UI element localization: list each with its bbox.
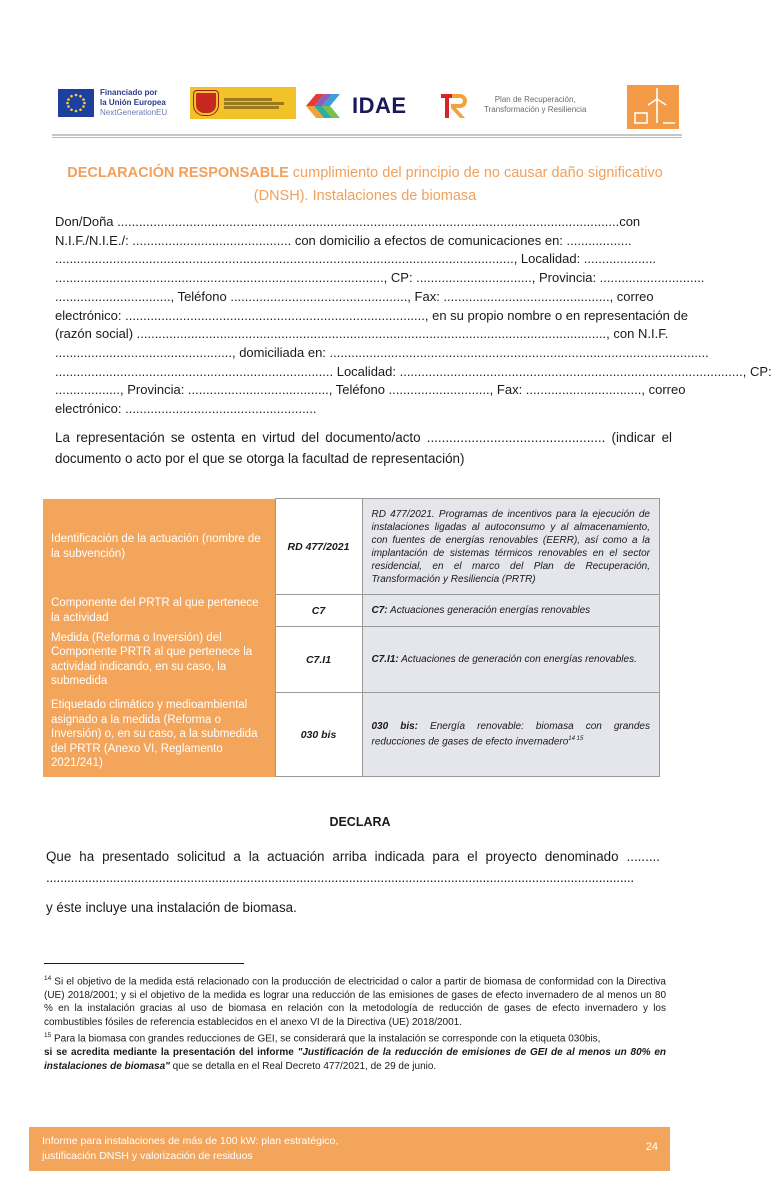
eu-text-line2: la Unión Europea: [100, 98, 166, 107]
footnote-text: Si el objetivo de la medida está relacionado con la producción de electricidad o calor a partir de biomasa de conformidad con la Directiva (UE) 2018/2001; y si el objetivo de la medida es lograr una reducción de las emisiones de gases de efecto invernadero de al menos un 80 % en la instalación gracias al uso de biomasa en relación con la metodología de reducción de gases de efecto invernadero y los combustibles fósiles de referencia establecidos en el anexo VI de la Directiva (UE) 2018/2001.: [44, 976, 666, 1028]
footnote-bold-text: si se acredita mediante la presentación del informe: [44, 1047, 298, 1059]
row-description: [362, 595, 660, 627]
idae-logo: [302, 89, 407, 123]
footnote-divider: [44, 963, 244, 964]
form-line-company-contact[interactable]: .................., Provincia: ......................................., Teléfono ............................, Fax: ................................, correo: [55, 382, 686, 398]
spain-government-logo: [190, 87, 296, 119]
footnote-text: que se detalla en el Real Decreto 477/2021, de 29 de junio.: [169, 1060, 437, 1072]
form-line-email[interactable]: electrónico: ..................................................................................., en su propio nombre o en representación de: [55, 307, 688, 323]
row-label: Componente del PRTR al que pertenece la actividad: [43, 595, 275, 627]
row-description-code: 030 bis:: [371, 721, 419, 733]
form-line-name[interactable]: Don/Doña ...........................................................................................................................................con: [55, 214, 641, 229]
declara-paragraph: [46, 846, 660, 918]
eu-flag-icon: [58, 89, 94, 117]
form-line-nif[interactable]: N.I.F./N.I.E./: ............................................ con domicilio a efectos de comunicaciones en: ..................: [55, 232, 632, 248]
footnote-report-title: "Justificación de la reducción de emisiones de GEI de al menos un 80% en instalaciones de biomasa": [44, 1047, 666, 1072]
row-description-text: Energía renovable: biomasa con grandes reducciones de gases de efecto invernadero: [371, 721, 650, 748]
page-header: [0, 0, 720, 140]
prtr-text-line2: Transformación y Resiliencia: [484, 105, 587, 114]
declara-heading: DECLARA: [329, 815, 391, 829]
table-row: [43, 595, 660, 627]
form-line-company-email[interactable]: electrónico: .....................................................: [55, 401, 317, 417]
footnote-number: 14: [44, 975, 52, 982]
eu-funding-logo: [58, 88, 167, 118]
document-title: [60, 162, 670, 208]
footer-line2: justificación DNSH y valorización de residuos: [42, 1150, 253, 1162]
form-line-cp[interactable]: ..........................................................................................., CP: ................................, Provincia: .............................: [55, 270, 705, 286]
project-name-field[interactable]: .......................................................................................................................................................................: [46, 870, 634, 885]
form-line-phone[interactable]: ................................, Teléfono ................................................., Fax: .............................................., correo: [55, 288, 654, 304]
idae-wordmark: IDAE: [352, 93, 407, 118]
row-description: [362, 627, 660, 693]
form-line-company-address[interactable]: ................................................., domiciliada en: .........................................................................................................: [55, 344, 709, 360]
prtr-mark-icon: [440, 90, 470, 120]
page-footer: [29, 1127, 670, 1171]
row-description-text: Actuaciones generación energías renovables: [387, 605, 591, 616]
form-line-company-locality[interactable]: ............................................................................. Localidad: ..............................................................................................., CP:: [55, 363, 772, 379]
footnote-reference[interactable]: 14 15: [568, 736, 584, 743]
form-line-company[interactable]: (razón social) .................................................................................................................................., con N.I.F.: [55, 326, 669, 342]
action-identification-table: [43, 498, 660, 777]
declarant-form: [55, 213, 772, 419]
footer-line1: Informe para instalaciones de más de 100 kW: plan estratégico,: [42, 1135, 339, 1147]
wind-turbine-logo-icon: [627, 85, 679, 129]
title-line2: (DNSH). Instalaciones de biomasa: [253, 188, 477, 204]
footnote-14: [44, 972, 666, 1029]
header-divider: [52, 134, 682, 136]
table-row: [43, 499, 660, 595]
declara-line3: y éste incluye una instalación de biomasa.: [46, 900, 297, 915]
footnote-text: Para la biomasa con grandes reducciones de GEI, se considerará que la instalación se corresponde con la etiqueta 030bis,: [51, 1033, 601, 1045]
page-number: 24: [645, 1141, 658, 1153]
eu-text-line1: Financiado por: [100, 88, 158, 97]
prtr-text-line1: Plan de Recuperación,: [494, 95, 576, 104]
representation-paragraph: La representación se ostenta en virtud del documento/acto ................................................ (indicar el documento o acto por el que se otorga la facultad de representación): [55, 430, 672, 466]
row-description-code: C7:: [371, 605, 388, 616]
table-row: [43, 627, 660, 693]
title-rest: cumplimiento del principio de no causar daño significativo: [288, 165, 663, 181]
row-description: [362, 693, 660, 777]
footnote-15: [44, 1029, 666, 1073]
row-description-code: C7.I1:: [371, 654, 399, 665]
table-row: [43, 693, 660, 777]
prtr-logo: [440, 90, 586, 120]
spain-shield-icon: [194, 91, 218, 115]
row-code: RD 477/2021: [275, 499, 362, 595]
row-label: Medida (Reforma o Inversión) del Componente PRTR al que pertenece la actividad indicando, en su caso, la submedida: [43, 627, 275, 693]
title-bold: DECLARACIÓN RESPONSABLE: [67, 165, 289, 181]
header-divider-accent: [52, 137, 682, 138]
row-label: Etiquetado climático y medioambiental asignado a la medida (Reforma o Inversión) o, en su caso, a la submedida del PRTR (Anexo VI, Reglamento 2021/241): [43, 693, 275, 777]
row-code: 030 bis: [275, 693, 362, 777]
declara-line1: Que ha presentado solicitud a la actuación arriba indicada para el proyecto denominado .........: [46, 849, 660, 864]
row-description-text: Actuaciones de generación con energías renovables.: [398, 654, 637, 665]
row-code: C7: [275, 595, 362, 627]
footnote-number: 15: [44, 1032, 52, 1040]
idae-mark-icon: [302, 89, 348, 123]
row-description: RD 477/2021. Programas de incentivos para la ejecución de instalaciones ligadas al autoconsumo y al almacenamiento, con fuentes de energías renovables (EERR), así como a la implantación de sistemas térmicos renovables en el sector residencial, en el marco del Plan de Recuperación, Transformación y Resiliencia (PRTR): [362, 499, 660, 595]
row-label: Identificación de la actuación (nombre de la subvención): [43, 499, 275, 595]
eu-text-line3: NextGenerationEU: [100, 108, 168, 117]
footnotes: [44, 972, 666, 1073]
row-code: C7.I1: [275, 627, 362, 693]
form-line-address[interactable]: ..............................................................................................................................., Localidad: ....................: [55, 251, 657, 267]
